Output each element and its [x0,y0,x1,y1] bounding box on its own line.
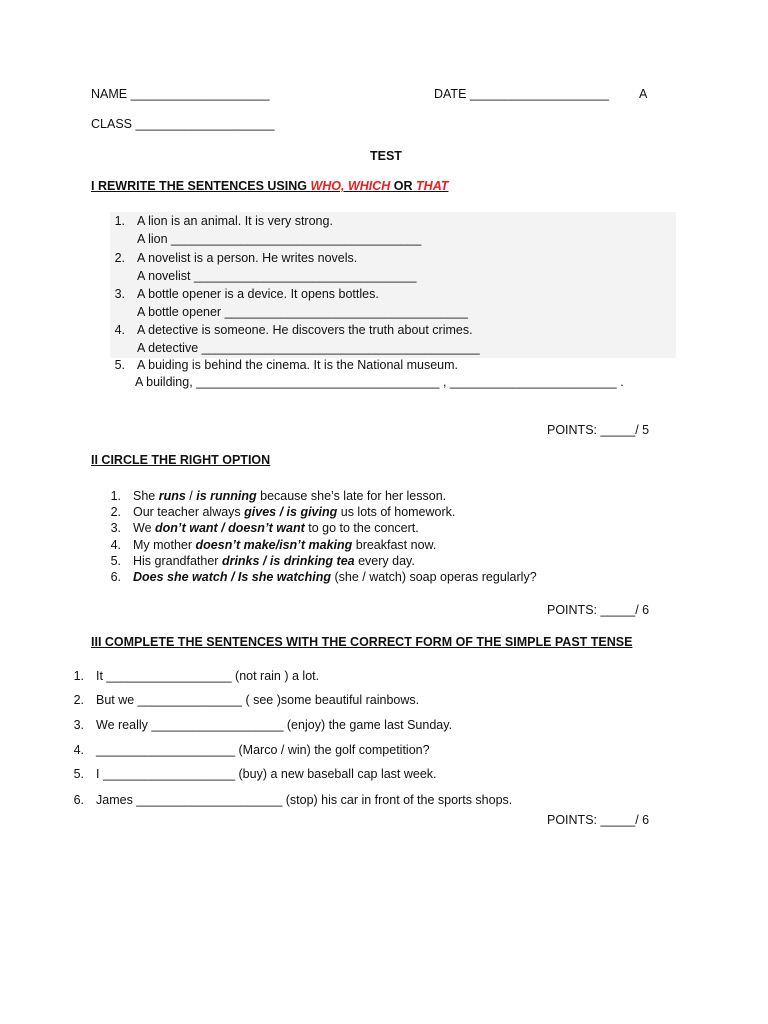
item-sentence [133,570,537,584]
item-number: 5. [73,767,84,781]
sentence-start: She [133,489,159,503]
item-sentence [133,554,415,568]
item-sentence: A lion is an animal. It is very strong. [137,214,333,228]
item-number: 4. [114,323,125,337]
item-sentence[interactable]: But we _______________ ( see )some beautiful rainbows. [96,693,420,707]
section1-heading-text: I REWRITE THE SENTENCES USING [91,179,311,193]
sentence-end: (she / watch) soap operas regularly? [330,570,537,584]
item-number: 3. [110,521,121,535]
item-number: 5. [110,554,121,568]
item-sentence: A novelist is a person. He writes novels. [137,251,358,265]
item-sentence[interactable]: James _____________________ (stop) his car in front of the sports shops. [96,793,513,807]
circle-options[interactable]: doesn’t make/isn’t making [195,538,353,552]
item-sentence[interactable]: I ___________________ (buy) a new baseball cap last week. [96,767,437,781]
section3-points: POINTS: _____/ 6 [547,813,650,827]
sentence-start: Our teacher always [133,505,245,519]
sentence-start: My mother [133,538,196,552]
name-field-label: NAME ____________________ [91,87,270,101]
item-sentence[interactable]: We really ___________________ (enjoy) the game last Sunday. [96,718,453,732]
section1-points: POINTS: _____/ 5 [547,423,650,437]
item-number: 3. [73,718,84,732]
item-sentence[interactable]: ____________________ (Marco / win) the golf competition? [96,743,430,757]
sentence-end: breakfast now. [352,538,437,552]
item-number: 1. [110,489,121,503]
sentence-end: us lots of homework. [337,505,456,519]
section3-heading: III COMPLETE THE SENTENCES WITH THE CORRECT FORM OF THE SIMPLE PAST TENSE [91,635,633,649]
circle-options[interactable]: drinks / is drinking tea [221,554,355,568]
item-answer-line[interactable]: A detective ________________________________________ [137,341,480,355]
section1-heading-or: OR [390,179,417,193]
class-field-label: CLASS ____________________ [91,117,275,131]
item-sentence [133,521,419,535]
item-number: 4. [110,538,121,552]
section1-heading-that: THAT [416,179,449,193]
section2-heading: II CIRCLE THE RIGHT OPTION [91,453,271,467]
test-version: A [639,87,648,101]
sentence-start: His grandfather [133,554,222,568]
sentence-end: to go to the concert. [304,521,419,535]
section1-heading-who-which: WHO, WHICH [310,179,391,193]
item-number: 2. [110,505,121,519]
item-number: 2. [114,251,125,265]
item-sentence [133,538,436,552]
sentence-end: every day. [354,554,415,568]
item-number: 5. [114,358,125,372]
item-number: 6. [110,570,121,584]
item-answer-line[interactable]: A building, ___________________________________ , ________________________ . [135,375,624,389]
item-number: 2. [73,693,84,707]
item-sentence: A buiding is behind the cinema. It is the National museum. [137,358,459,372]
sentence-end: because she’s late for her lesson. [256,489,447,503]
item-number: 6. [73,793,84,807]
item-answer-line[interactable]: A bottle opener ___________________________________ [137,305,468,319]
page-title: TEST [370,149,402,163]
circle-options[interactable]: don’t want / doesn’t want [155,521,305,535]
item-answer-line[interactable]: A lion ____________________________________ [137,232,422,246]
section2-points: POINTS: _____/ 6 [547,603,650,617]
circle-options[interactable]: gives / is giving [244,505,338,519]
item-number: 1. [114,214,125,228]
item-number: 4. [73,743,84,757]
item-sentence [133,505,455,519]
section1-heading [91,179,448,193]
item-sentence [133,489,446,503]
item-number: 3. [114,287,125,301]
circle-option[interactable]: is running [196,489,257,503]
item-sentence: A bottle opener is a device. It opens bottles. [137,287,379,301]
item-answer-line[interactable]: A novelist ________________________________ [137,269,417,283]
circle-option[interactable]: runs [158,489,186,503]
circle-options[interactable]: Does she watch / Is she watching [133,570,331,584]
item-sentence[interactable]: It __________________ (not rain ) a lot. [96,669,320,683]
sentence-start: We [133,521,155,535]
option-separator: / [185,489,197,503]
item-number: 1. [73,669,84,683]
item-sentence: A detective is someone. He discovers the truth about crimes. [137,323,473,337]
date-field-label: DATE ____________________ [434,87,609,101]
